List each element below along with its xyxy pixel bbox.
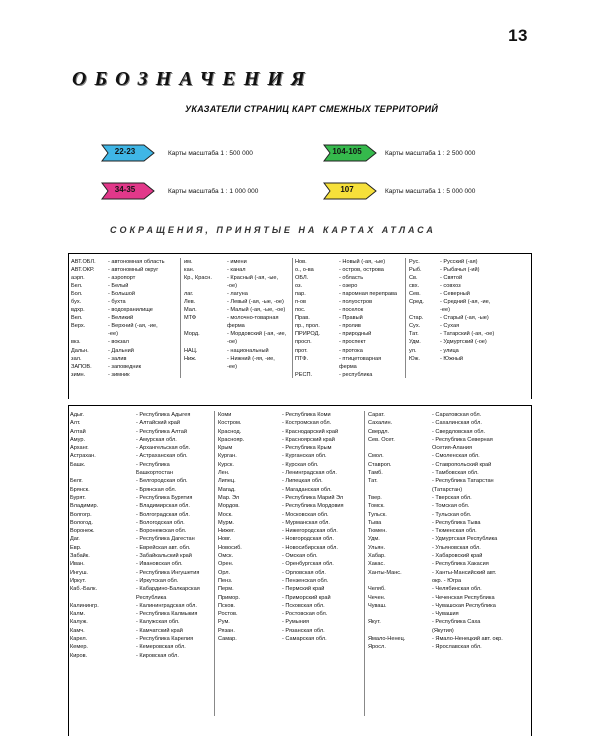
abbreviation: Стар. bbox=[409, 315, 424, 322]
region-name: - Республика bbox=[136, 461, 170, 468]
region-name: - Калужская обл. bbox=[136, 619, 180, 626]
region-abbreviation: Тат. bbox=[368, 478, 378, 485]
region-abbreviation: Яросл. bbox=[368, 644, 386, 651]
abbreviation: Ниж. bbox=[184, 355, 197, 362]
abbreviation-meaning: - Красный (-ая, -ые, bbox=[227, 275, 279, 282]
abbreviation-meaning: - республика bbox=[339, 371, 373, 378]
abbreviation-meaning: - Нижний (-яя, -ие, bbox=[227, 355, 275, 362]
region-abbreviation: Сарат. bbox=[368, 412, 385, 418]
region-name: - Республика Коми bbox=[282, 412, 331, 418]
abbreviation: ЗАПОВ. bbox=[71, 363, 92, 370]
abbreviation: Юж. bbox=[409, 355, 420, 362]
region-abbreviation: Калуж. bbox=[70, 619, 88, 626]
region-abbreviation: Камч. bbox=[70, 627, 85, 634]
region-abbreviation: Нижег. bbox=[218, 528, 235, 535]
abbreviation-meaning: ферма bbox=[227, 323, 245, 330]
region-name: - Омская обл. bbox=[282, 553, 318, 560]
region-name: - Кировская обл. bbox=[136, 652, 179, 659]
abbreviation: пар. bbox=[295, 291, 306, 298]
abbreviation: Вел. bbox=[71, 315, 83, 322]
region-abbreviation: Иркут. bbox=[70, 577, 86, 584]
region-name: - Чеченская Республика bbox=[432, 594, 495, 601]
region-abbreviation: Хакас. bbox=[368, 561, 385, 568]
region-name: - Ульяновская обл. bbox=[432, 544, 481, 551]
abbreviation: Прав. bbox=[295, 315, 310, 322]
region-abbreviation: Тамб. bbox=[368, 470, 383, 477]
region-abbreviation: Самар. bbox=[218, 636, 237, 643]
region-name: - Калининградская обл. bbox=[136, 602, 197, 609]
region-abbreviation: Иван. bbox=[70, 561, 85, 568]
region-name: - Рязанская обл. bbox=[282, 627, 325, 634]
region-abbreviation: Ставроп. bbox=[368, 461, 392, 468]
abbreviation-meaning: - Новый (-ая, -ые) bbox=[339, 259, 386, 265]
region-name: - Удмуртская Республика bbox=[432, 536, 498, 543]
abbreviation: Тат. bbox=[409, 331, 419, 338]
abbreviation: Рус. bbox=[409, 259, 420, 265]
region-abbreviation: Магад. bbox=[218, 486, 236, 493]
region-abbreviation: Хабар. bbox=[368, 553, 386, 560]
page-indicator-arrow bbox=[322, 144, 378, 162]
abbreviation: АВТ.ОКР. bbox=[71, 267, 95, 274]
region-name: (Якутия) bbox=[432, 627, 454, 634]
region-name: - Псковская обл. bbox=[282, 602, 325, 609]
abbreviation-meaning: - молочно-товарная bbox=[227, 315, 279, 322]
abbreviation-meaning: - зимник bbox=[108, 371, 130, 378]
abbreviation-meaning: - Мордовский (-ая, -ие, bbox=[227, 331, 287, 338]
region-name: - Республика Саха bbox=[432, 619, 481, 626]
region-name: - Амурская обл. bbox=[136, 436, 177, 443]
region-name: - Ханты-Мансийский авт. bbox=[432, 569, 497, 576]
region-name: - Новосибирская обл. bbox=[282, 544, 338, 551]
region-name: - Республика Хакасия bbox=[432, 561, 489, 568]
page-indicator-number: 34-35 bbox=[114, 185, 136, 194]
abbreviation-meaning: - Старый (-ая, -ые) bbox=[440, 315, 489, 322]
abbreviation-meaning: - пролив bbox=[339, 323, 361, 330]
region-name: - Курганская обл. bbox=[282, 453, 327, 460]
region-abbreviation: Воронеж. bbox=[70, 528, 95, 535]
abbreviation-meaning: -ое) bbox=[227, 339, 237, 346]
region-name: - Забайкальский край bbox=[136, 553, 192, 560]
region-name: - Брянская обл. bbox=[136, 486, 177, 493]
region-abbreviation: Свердл. bbox=[368, 428, 390, 435]
abbreviation: ПРИРОД. bbox=[295, 331, 320, 338]
abbreviation: о., о-ва bbox=[295, 267, 314, 274]
region-name: - Республика Алтай bbox=[136, 428, 188, 435]
region-abbreviation: Крым bbox=[218, 445, 233, 452]
abbreviation-meaning: - залив bbox=[108, 355, 127, 362]
section-bracket bbox=[68, 405, 532, 736]
abbreviation: Кр., Красн. bbox=[184, 275, 212, 282]
region-abbreviation: Томск. bbox=[368, 503, 385, 510]
region-abbreviation: Челяб. bbox=[368, 586, 386, 593]
region-name: - Волгоградская обл. bbox=[136, 511, 190, 518]
region-abbreviation: Ульян. bbox=[368, 544, 386, 551]
abbreviation: лаг. bbox=[184, 291, 194, 298]
region-abbreviation: Перм. bbox=[218, 586, 234, 593]
abbreviation: Сев. bbox=[409, 291, 421, 298]
abbreviation: им. bbox=[184, 259, 193, 265]
region-abbreviation: Омск. bbox=[218, 553, 233, 560]
abbreviation-meaning: - Северный bbox=[440, 291, 470, 298]
abbreviation-meaning: - имени bbox=[227, 259, 247, 265]
abbreviation: ОБЛ. bbox=[295, 275, 309, 282]
region-name: - Оренбургская обл. bbox=[282, 561, 334, 568]
abbreviation-meaning: - протока bbox=[339, 347, 363, 354]
region-abbreviation: Смол. bbox=[368, 453, 384, 460]
region-name: - Липецкая обл. bbox=[282, 478, 323, 485]
region-abbreviation: Алт. bbox=[70, 420, 81, 427]
abbreviation-meaning: - совхоз bbox=[440, 283, 461, 290]
region-abbreviation: Орен. bbox=[218, 561, 234, 568]
region-name: - Нижегородская обл. bbox=[282, 528, 338, 535]
region-abbreviation: Белг. bbox=[70, 478, 83, 485]
region-name: - Томская обл. bbox=[432, 503, 470, 510]
abbreviation-meaning: ферма bbox=[339, 363, 357, 370]
region-abbreviation: Тыва bbox=[368, 519, 382, 526]
region-abbreviation: Сев. Осет. bbox=[368, 436, 395, 443]
region-abbreviation: Арханг. bbox=[70, 445, 89, 452]
abbreviation: ул. bbox=[409, 347, 417, 354]
region-name: - Республика Татарстан bbox=[432, 478, 494, 485]
region-abbreviation: Ингуш. bbox=[70, 569, 88, 576]
region-name: - Ивановская обл. bbox=[136, 561, 183, 568]
region-name: - Республика Марий Эл bbox=[282, 494, 344, 501]
region-abbreviation: Коми bbox=[218, 412, 232, 418]
abbreviation-meaning: - заповедник bbox=[108, 363, 142, 370]
page-indicator-arrow bbox=[100, 182, 156, 200]
region-abbreviation: Карел. bbox=[70, 636, 88, 643]
region-name: - Архангельская обл. bbox=[136, 445, 191, 452]
region-name: - Белгородская обл. bbox=[136, 478, 188, 485]
abbreviation: оз. bbox=[295, 283, 303, 290]
abbreviation: Рыб. bbox=[409, 267, 422, 274]
region-name: - Кабардино-Балкарская bbox=[136, 586, 200, 593]
abbreviation-meaning: - область bbox=[339, 275, 364, 282]
abbreviation-meaning: - Средний (-ая, -ие, bbox=[440, 299, 491, 306]
region-name: - Республика Калмыкия bbox=[136, 611, 198, 618]
region-name: - Республика Адыгея bbox=[136, 412, 191, 418]
abbreviation: Бел. bbox=[71, 283, 83, 290]
region-abbreviation: Киров. bbox=[70, 652, 88, 659]
abbreviation: кан. bbox=[184, 267, 195, 274]
region-abbreviation: Сахалин. bbox=[368, 420, 393, 427]
abbreviation-meaning: - полуостров bbox=[339, 299, 373, 306]
region-name: - Тамбовская обл. bbox=[432, 470, 479, 477]
region-abbreviation: Моск. bbox=[218, 511, 233, 518]
page-indicator-arrow bbox=[100, 144, 156, 162]
region-abbreviation: Евр. bbox=[70, 544, 82, 551]
abbreviation-meaning: - озеро bbox=[339, 283, 358, 290]
abbreviation: Мал. bbox=[184, 307, 197, 314]
abbreviation: свх. bbox=[409, 283, 420, 290]
region-abbreviation: Курск. bbox=[218, 461, 234, 468]
abbreviation-meaning: - автономный округ bbox=[108, 267, 159, 274]
abbreviation-meaning: - Большой bbox=[108, 291, 135, 298]
abbreviation: Нов. bbox=[295, 259, 307, 265]
region-name: - Камчатский край bbox=[136, 627, 183, 634]
region-abbreviation: Бурят. bbox=[70, 494, 86, 501]
abbreviations-title: СОКРАЩЕНИЯ, ПРИНЯТЫЕ НА КАРТАХ АТЛАСА bbox=[110, 225, 436, 235]
region-name: - Мурманская обл. bbox=[282, 519, 330, 526]
abbreviation: пос. bbox=[295, 307, 306, 314]
abbreviation-meaning: - вокзал bbox=[108, 339, 129, 346]
region-abbreviation: Якут. bbox=[368, 619, 381, 626]
region-abbreviation: Краснод. bbox=[218, 428, 242, 435]
region-name: (Татарстан) bbox=[432, 486, 463, 493]
abbreviation-meaning: -ее) bbox=[440, 307, 450, 314]
region-name: - Краснодарский край bbox=[282, 428, 339, 435]
region-abbreviation: Калм. bbox=[70, 611, 86, 618]
abbreviation: аэрп. bbox=[71, 275, 85, 282]
region-name: - Ленинградская обл. bbox=[282, 470, 337, 477]
region-name: - Приморский край bbox=[282, 594, 331, 601]
abbreviation-meaning: -ее) bbox=[108, 331, 118, 338]
region-abbreviation: Волгогр. bbox=[70, 511, 92, 518]
region-abbreviation: Забайк. bbox=[70, 553, 90, 560]
region-abbreviation: Чуваш. bbox=[368, 602, 387, 609]
region-name: - Ростовская обл. bbox=[282, 611, 328, 618]
region-name: - Чувашия bbox=[432, 611, 459, 618]
region-abbreviation: Рязан. bbox=[218, 627, 235, 634]
abbreviation: зимн. bbox=[71, 371, 86, 378]
region-name: - Чувашская Республика bbox=[432, 602, 496, 609]
abbreviation-meaning: - Удмуртский (-ое) bbox=[440, 339, 487, 346]
region-name: - Ярославская обл. bbox=[432, 644, 482, 651]
region-abbreviation: Лен. bbox=[218, 470, 230, 477]
region-abbreviation: Новг. bbox=[218, 536, 232, 543]
region-name: - Пермский край bbox=[282, 586, 325, 593]
abbreviation-meaning: - Верхний (-ая, -ие, bbox=[108, 323, 158, 330]
region-name: - Республика Северная bbox=[432, 436, 493, 443]
region-abbreviation: Костром. bbox=[218, 420, 242, 427]
map-scale-label: Карты масштаба 1 : 1 000 000 bbox=[168, 188, 259, 195]
abbreviation-meaning: - Татарский (-ая, -ое) bbox=[440, 331, 495, 338]
abbreviation: вдхр. bbox=[71, 307, 85, 314]
region-name: - Республика Карелия bbox=[136, 636, 194, 643]
abbreviation: Лев. bbox=[184, 299, 196, 306]
abbreviation: Дальн. bbox=[71, 347, 89, 354]
abbreviation-meaning: -ое) bbox=[227, 283, 237, 290]
region-name: - Иркутская обл. bbox=[136, 577, 179, 584]
abbreviation: АВТ.ОБЛ. bbox=[71, 259, 96, 265]
page-indicator-number: 107 bbox=[340, 185, 354, 194]
abbreviation-meaning: - остров, острова bbox=[339, 267, 384, 274]
region-abbreviation: Мурм. bbox=[218, 519, 234, 526]
region-abbreviation: Удм. bbox=[368, 536, 380, 543]
region-name: - Республика Крым bbox=[282, 445, 332, 452]
abbreviation-meaning: - проспект bbox=[339, 339, 366, 346]
region-name: - Красноярский край bbox=[282, 436, 335, 443]
region-name: - Магаданская обл. bbox=[282, 486, 332, 493]
page-subtitle: УКАЗАТЕЛИ СТРАНИЦ КАРТ СМЕЖНЫХ ТЕРРИТОРИЙ bbox=[185, 104, 439, 114]
abbreviation: Св. bbox=[409, 275, 418, 282]
abbreviation-meaning: - поселок bbox=[339, 307, 364, 314]
region-name: - Пензенская обл. bbox=[282, 577, 329, 584]
abbreviation: Бол. bbox=[71, 291, 83, 298]
region-name: - Тульская обл. bbox=[432, 511, 472, 518]
abbreviation: прот. bbox=[295, 347, 308, 354]
abbreviation-meaning: - национальный bbox=[227, 347, 269, 354]
region-name: - Свердловская обл. bbox=[432, 428, 486, 435]
region-abbreviation: Даг. bbox=[70, 536, 80, 543]
region-name: - Саратовская обл. bbox=[432, 412, 482, 418]
abbreviation: РЕСП. bbox=[295, 371, 313, 378]
region-name: - Смоленская обл. bbox=[432, 453, 480, 460]
abbreviation-meaning: - Сухая bbox=[440, 323, 460, 330]
abbreviation: бух. bbox=[71, 299, 82, 306]
abbreviation-meaning: - паромная переправа bbox=[339, 291, 398, 298]
abbreviation: Морд. bbox=[184, 331, 200, 338]
region-name: - Кемеровская обл. bbox=[136, 644, 186, 651]
region-name: - Алтайский край bbox=[136, 420, 180, 427]
region-name: - Челябинская обл. bbox=[432, 586, 482, 593]
abbreviation-meaning: - автономная область bbox=[108, 259, 165, 265]
region-name: - Республика Бурятия bbox=[136, 494, 193, 501]
abbreviation-meaning: - Малый (-ая, -ые, -ое) bbox=[227, 307, 286, 314]
region-abbreviation: Примор. bbox=[218, 594, 240, 601]
abbreviation-meaning: - Южный bbox=[440, 355, 464, 362]
abbreviation-meaning: - аэропорт bbox=[108, 275, 136, 282]
region-name: Башкортостан bbox=[136, 470, 173, 477]
region-name: - Курская обл. bbox=[282, 461, 319, 468]
abbreviation: МТФ bbox=[184, 315, 197, 322]
section-bracket bbox=[68, 253, 532, 399]
region-abbreviation: Ханты-Манс. bbox=[368, 569, 402, 576]
region-abbreviation: Краснояр. bbox=[218, 436, 245, 443]
abbreviation-meaning: - Великий bbox=[108, 315, 134, 322]
region-name: окр. - Югра bbox=[432, 577, 462, 584]
region-name: - Республика Дагестан bbox=[136, 536, 195, 543]
region-abbreviation: Курган. bbox=[218, 453, 237, 460]
region-abbreviation: Мордов. bbox=[218, 503, 240, 510]
region-abbreviation: Астрахан. bbox=[70, 453, 96, 460]
region-name: - Новгородская обл. bbox=[282, 536, 334, 543]
region-name: - Республика Мордовия bbox=[282, 503, 344, 510]
abbreviation-meaning: - Левый (-ая, -ые, -ое) bbox=[227, 299, 284, 306]
region-abbreviation: Владимир. bbox=[70, 503, 99, 510]
abbreviation-meaning: - водохранилище bbox=[108, 307, 153, 314]
abbreviation: Сред. bbox=[409, 299, 424, 306]
page-indicator-arrow bbox=[322, 182, 378, 200]
region-name: Республика bbox=[136, 594, 167, 601]
abbreviation-meaning: - природный bbox=[339, 331, 372, 338]
region-name: - Республика Ингушетия bbox=[136, 569, 200, 576]
abbreviation-meaning: - Белый bbox=[108, 283, 129, 290]
abbreviation-meaning: - лагуна bbox=[227, 291, 248, 298]
region-name: - Вологодская обл. bbox=[136, 519, 185, 526]
abbreviation-meaning: - Русский (-ая) bbox=[440, 259, 478, 265]
abbreviation-meaning: - канал bbox=[227, 267, 246, 274]
abbreviation: вкз. bbox=[71, 339, 81, 346]
abbreviation-meaning: - Правый bbox=[339, 315, 363, 322]
region-abbreviation: Калинингр. bbox=[70, 602, 99, 609]
region-abbreviation: Мар. Эл bbox=[218, 494, 240, 501]
region-name: - Ставропольский край bbox=[432, 461, 492, 468]
region-abbreviation: Ямало-Ненец. bbox=[368, 636, 406, 643]
map-scale-label: Карты масштаба 1 : 2 500 000 bbox=[385, 150, 476, 157]
region-abbreviation: Липец. bbox=[218, 478, 236, 485]
page-indicator-number: 104-105 bbox=[332, 147, 362, 156]
abbreviation: НАЦ. bbox=[184, 347, 198, 354]
page-number: 13 bbox=[508, 26, 528, 45]
abbreviation: пр., прол. bbox=[295, 323, 320, 330]
abbreviation: зал. bbox=[71, 355, 82, 362]
map-scale-label: Карты масштаба 1 : 500 000 bbox=[168, 150, 253, 157]
abbreviation: Верх. bbox=[71, 323, 86, 330]
region-name: - Сахалинская обл. bbox=[432, 420, 482, 427]
region-abbreviation: Ростов. bbox=[218, 611, 238, 618]
region-name: - Ямало-Ненецкий авт. окр. bbox=[432, 636, 503, 643]
abbreviation: просп. bbox=[295, 339, 312, 346]
region-abbreviation: Твер. bbox=[368, 494, 382, 501]
abbreviation: п-ов bbox=[295, 299, 306, 306]
region-abbreviation: Алтай bbox=[70, 428, 86, 435]
region-name: - Самарская обл. bbox=[282, 636, 327, 643]
region-name: - Московская обл. bbox=[282, 511, 329, 518]
page-title: ОБОЗНАЧЕНИЯ bbox=[72, 68, 313, 90]
region-abbreviation: Каб.-Балк. bbox=[70, 586, 98, 593]
region-abbreviation: Пенз. bbox=[218, 577, 233, 584]
region-abbreviation: Новосиб. bbox=[218, 544, 242, 551]
region-name: - Костромская обл. bbox=[282, 420, 332, 427]
region-name: - Еврейская авт. обл. bbox=[136, 544, 191, 551]
abbreviation-meaning: - Святой bbox=[440, 275, 463, 282]
abbreviation-meaning: - улица bbox=[440, 347, 459, 354]
abbreviation-meaning: -ее) bbox=[227, 363, 237, 370]
region-name: - Румыния bbox=[282, 619, 309, 626]
region-name: Осетия-Алания bbox=[432, 445, 473, 452]
region-name: - Тверская обл. bbox=[432, 494, 472, 501]
region-abbreviation: Кемер. bbox=[70, 644, 88, 651]
abbreviation-meaning: - Дальний bbox=[108, 347, 134, 354]
abbreviation: Сух. bbox=[409, 323, 421, 330]
region-name: - Тюменская обл. bbox=[432, 528, 477, 535]
region-abbreviation: Чечен. bbox=[368, 594, 386, 601]
abbreviation-meaning: - птицетоварная bbox=[339, 355, 382, 362]
region-name: - Орловская обл. bbox=[282, 569, 326, 576]
map-scale-label: Карты масштаба 1 : 5 000 000 bbox=[385, 188, 476, 195]
page-indicator-number: 22-23 bbox=[114, 147, 136, 156]
region-abbreviation: Башк. bbox=[70, 461, 86, 468]
region-name: - Республика Тыва bbox=[432, 519, 481, 526]
abbreviation-meaning: - Рыбачья (-ий) bbox=[440, 267, 480, 274]
region-name: - Воронежская обл. bbox=[136, 528, 187, 535]
region-abbreviation: Орл. bbox=[218, 569, 231, 576]
region-abbreviation: Адыг. bbox=[70, 412, 84, 418]
region-name: - Владимирская обл. bbox=[136, 503, 190, 510]
region-abbreviation: Тюмен. bbox=[368, 528, 387, 535]
region-abbreviation: Вологод. bbox=[70, 519, 93, 526]
region-abbreviation: Тульск. bbox=[368, 511, 387, 518]
region-name: - Астраханская обл. bbox=[136, 453, 188, 460]
region-abbreviation: Рум. bbox=[218, 619, 230, 626]
abbreviation: ПТФ. bbox=[295, 355, 309, 362]
region-name: - Хабаровский край bbox=[432, 553, 483, 560]
abbreviation: Удм. bbox=[409, 339, 421, 346]
region-abbreviation: Брянск. bbox=[70, 486, 90, 493]
region-abbreviation: Амур. bbox=[70, 436, 86, 443]
abbreviation-meaning: - бухта bbox=[108, 299, 126, 306]
region-abbreviation: Псков. bbox=[218, 602, 235, 609]
